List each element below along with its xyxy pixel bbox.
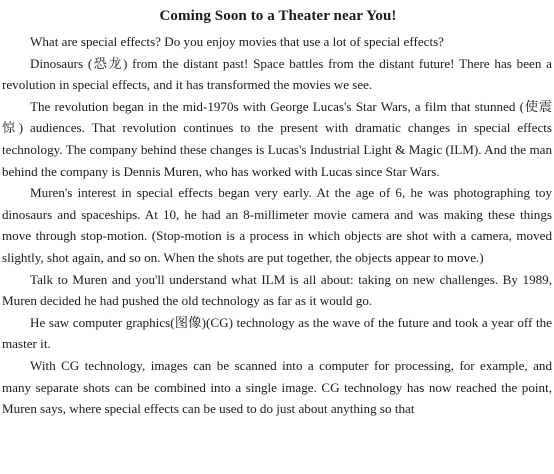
- article-title: Coming Soon to a Theater near You!: [159, 8, 397, 24]
- paragraph-2: Dinosaurs (恐龙) from the distant past! Space battles from the distant future! There has been a revolution in special effects, and it has transformed the movies we see.: [2, 55, 552, 93]
- paragraph-5: Talk to Muren and you'll understand what ILM is all about: taking on new challenges. By 1989, Muren decided he had pushed the old technology as far as it would go.: [2, 271, 552, 309]
- paragraph-6: He saw computer graphics(图像)(CG) technology as the wave of the future and took a year off the master it.: [2, 314, 552, 352]
- article-body: [2, 31, 554, 420]
- paragraph-1: What are special effects? Do you enjoy movies that use a lot of special effects?: [30, 34, 444, 49]
- paragraph-3: The revolution began in the mid-1970s with George Lucas's Star Wars, a film that stunned (使震惊) audiences. That revolution continues to the present with dramatic changes in special effects technology. The company behind these changes is Lucas's Industrial Light & Magic (ILM). And the man behind the company is Dennis Muren, who has worked with Lucas since Star Wars.: [2, 98, 552, 179]
- paragraph-7: With CG technology, images can be scanned into a computer for processing, for example, and many separate shots can be combined into a single image. CG technology has now reached the point, Muren says, where special effects can be used to do just about anything so that: [2, 357, 552, 417]
- paragraph-4: Muren's interest in special effects began very early. At the age of 6, he was photographing toy dinosaurs and spaceships. At 10, he had an 8-millimeter movie camera and was making these things move through stop-motion. (Stop-motion is a process in which objects are shot with a camera, moved slightly, shot again, and so on. When the shots are put together, the objects appear to move.): [2, 185, 552, 265]
